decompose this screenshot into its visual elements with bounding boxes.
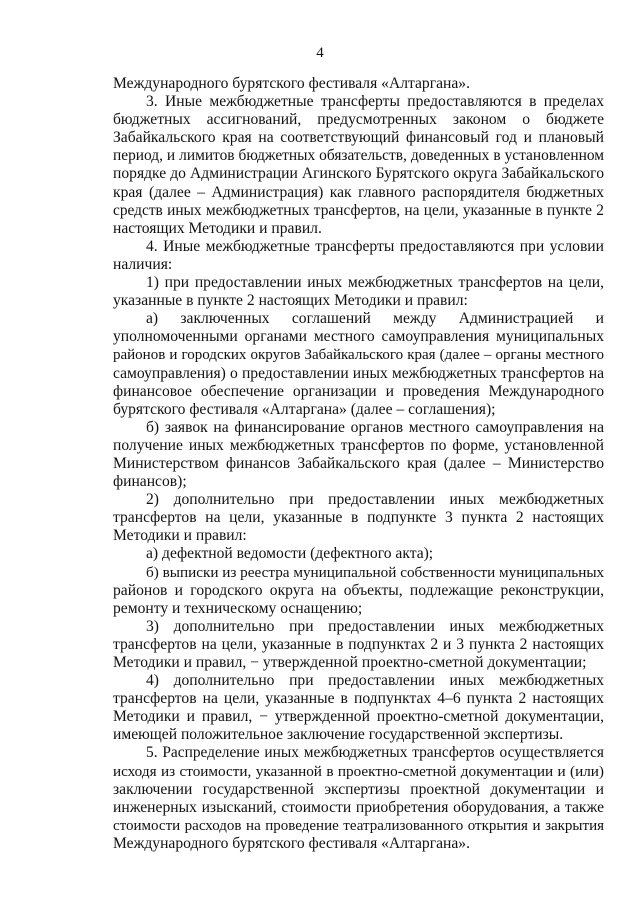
text-line: исходя из стоимости, указанной в проектно-сметной документации и (или): [113, 762, 604, 780]
text-line: бюджетных ассигнований, предусмотренных законом о бюджете: [113, 111, 604, 129]
text-line: стоимости расходов на проведение театрализованного открытия и закрытия: [113, 817, 604, 834]
text-line: 4. Иные межбюджетные трансферты предоставляются при условии: [146, 237, 604, 255]
text-line: 1) при предоставлении иных межбюджетных трансфертов на цели,: [146, 274, 604, 292]
text-line: Методики и правил:: [113, 527, 247, 545]
text-line: 3. Иные межбюджетные трансферты предоставляются в пределах: [146, 93, 604, 111]
text-line: а) дефектной ведомости (дефектного акта);: [146, 545, 434, 563]
text-line: трансфертов на цели, указанные в подпунктах 2 и 3 пункта 2 настоящих: [113, 635, 604, 653]
document-body: [113, 75, 604, 853]
text-line: получение иных межбюджетных трансфертов по форме, установленной: [113, 436, 604, 454]
text-line: заключении государственной экспертизы проектной документации и: [113, 780, 604, 798]
text-line: финансовое обеспечение организации и проведения Международного: [113, 382, 604, 400]
text-line: самоуправления) о предоставлении иных межбюджетных трансфертов на: [113, 364, 604, 382]
text-line: края (далее – Администрация) как главного распорядителя бюджетных: [113, 183, 604, 201]
text-line: инженерных изысканий, стоимости приобретения оборудования, а также: [113, 798, 604, 816]
page-number: 4: [316, 45, 324, 61]
text-line: средств иных межбюджетных трансфертов, на цели, указанные в пункте 2: [113, 201, 604, 219]
text-line: уполномоченными органами местного самоуправления муниципальных: [113, 328, 604, 346]
text-line: районов и городских округов Забайкальского края (далее – органы местного: [113, 347, 604, 364]
text-line: Международного бурятского фестиваля «Алтаргана».: [113, 75, 470, 92]
text-line: настоящих Методики и правил.: [113, 219, 322, 237]
text-line: районов и городского округа на объекты, подлежащие реконструкции,: [113, 581, 604, 599]
text-line: 2) дополнительно при предоставлении иных межбюджетных: [146, 491, 604, 509]
text-line: порядке до Администрации Агинского Бурятского округа Забайкальского: [113, 165, 604, 183]
text-line: Методики и правил, − утвержденной проектно-сметной документации,: [113, 708, 604, 726]
text-line: ремонту и техническому оснащению;: [113, 599, 363, 617]
text-line: имеющей положительное заключение государственной экспертизы.: [113, 726, 564, 744]
text-line: 4) дополнительно при предоставлении иных межбюджетных: [146, 672, 604, 690]
text-line: 5. Распределение иных межбюджетных трансфертов осуществляется: [146, 744, 604, 762]
text-line: а) заключенных соглашений между Администрацией и: [146, 310, 604, 328]
text-line: финансов);: [113, 473, 187, 491]
text-line: указанные в пункте 2 настоящих Методики и правил:: [113, 292, 468, 310]
text-line: Международного бурятского фестиваля «Алтаргана».: [113, 834, 470, 852]
text-line: трансфертов на цели, указанные в подпунктах 4–6 пункта 2 настоящих: [113, 690, 604, 708]
text-line: наличия:: [113, 255, 173, 273]
text-line: б) выписки из реестра муниципальной собственности муниципальных: [146, 563, 605, 581]
text-line: Методики и правил, − утвержденной проектно-сметной документации;: [113, 654, 587, 671]
text-line: Забайкальского края на соответствующий финансовый год и плановый: [113, 129, 604, 147]
text-line: период, и лимитов бюджетных обязательств, доведенных в установленном: [113, 147, 604, 165]
text-line: бурятского фестиваля «Алтаргана» (далее – соглашения);: [113, 400, 496, 418]
text-line: 3) дополнительно при предоставлении иных межбюджетных: [146, 617, 604, 635]
text-line: трансфертов на цели, указанные в подпункте 3 пункта 2 настоящих: [113, 509, 604, 527]
text-line: Министерством финансов Забайкальского края (далее – Министерство: [113, 454, 604, 472]
text-line: б) заявок на финансирование органов местного самоуправления на: [146, 418, 604, 436]
